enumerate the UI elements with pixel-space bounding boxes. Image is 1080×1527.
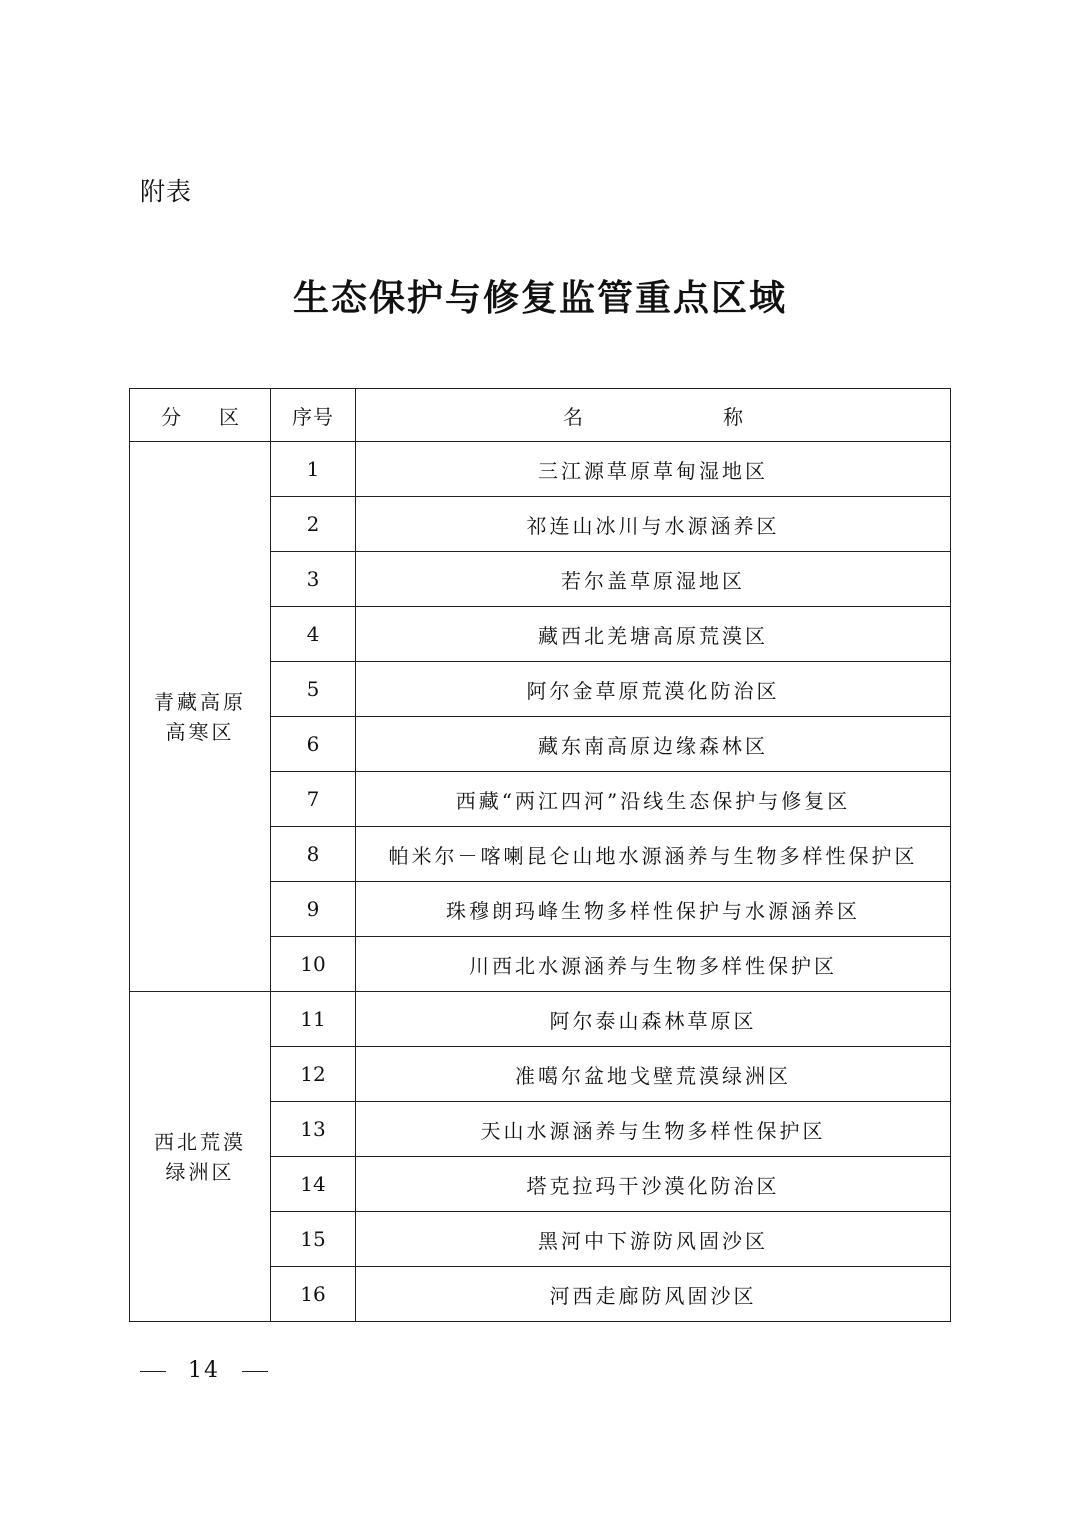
zone-name-line-2: 高寒区 [165, 719, 235, 744]
row-number: 5 [271, 662, 356, 717]
region-name: 天山水源涵养与生物多样性保护区 [356, 1102, 951, 1157]
document-title: 生态保护与修复监管重点区域 [292, 278, 787, 319]
table-header [130, 389, 951, 442]
row-number: 6 [271, 717, 356, 772]
zone-cell [130, 992, 271, 1322]
table-row [130, 992, 951, 1047]
row-number: 16 [271, 1267, 356, 1322]
table-body [130, 442, 951, 1322]
header-zone-char-1: 分 [161, 404, 181, 429]
row-number: 15 [271, 1212, 356, 1267]
appendix-label: 附表 [140, 177, 193, 206]
zone-name-line-2: 绿洲区 [165, 1159, 235, 1184]
region-name: 塔克拉玛干沙漠化防治区 [356, 1157, 951, 1212]
zone-name-line-1: 青藏高原 [154, 689, 246, 714]
row-number: 2 [271, 497, 356, 552]
row-number: 10 [271, 937, 356, 992]
zone-name-line-1: 西北荒漠 [154, 1129, 246, 1154]
header-zone [130, 389, 271, 442]
regions-table [129, 388, 951, 1322]
row-number: 8 [271, 827, 356, 882]
region-name: 珠穆朗玛峰生物多样性保护与水源涵养区 [356, 882, 951, 937]
region-name: 帕米尔－喀喇昆仑山地水源涵养与生物多样性保护区 [356, 827, 951, 882]
row-number: 7 [271, 772, 356, 827]
region-name: 河西走廊防风固沙区 [356, 1267, 951, 1322]
header-name [356, 389, 951, 442]
region-name: 川西北水源涵养与生物多样性保护区 [356, 937, 951, 992]
header-number: 序号 [271, 389, 356, 442]
region-name: 藏东南高原边缘森林区 [356, 717, 951, 772]
region-name: 阿尔金草原荒漠化防治区 [356, 662, 951, 717]
row-number: 11 [271, 992, 356, 1047]
header-name-char-1: 名 [563, 404, 583, 429]
row-number: 4 [271, 607, 356, 662]
page-footer [140, 1358, 268, 1383]
row-number: 1 [271, 442, 356, 497]
region-name: 祁连山冰川与水源涵养区 [356, 497, 951, 552]
row-number: 13 [271, 1102, 356, 1157]
row-number: 14 [271, 1157, 356, 1212]
region-name: 西藏“两江四河”沿线生态保护与修复区 [356, 772, 951, 827]
footer-dash-left [140, 1371, 166, 1372]
region-name: 准噶尔盆地戈壁荒漠绿洲区 [356, 1047, 951, 1102]
region-name: 黑河中下游防风固沙区 [356, 1212, 951, 1267]
row-number: 12 [271, 1047, 356, 1102]
region-name: 阿尔泰山森林草原区 [356, 992, 951, 1047]
page-number: 14 [188, 1358, 220, 1383]
row-number: 9 [271, 882, 356, 937]
row-number: 3 [271, 552, 356, 607]
header-row [130, 389, 951, 442]
header-zone-char-2: 区 [219, 404, 239, 429]
zone-cell [130, 442, 271, 992]
region-name: 三江源草原草甸湿地区 [356, 442, 951, 497]
region-name: 若尔盖草原湿地区 [356, 552, 951, 607]
footer-dash-right [242, 1371, 268, 1372]
header-name-char-2: 称 [723, 404, 743, 429]
table-row [130, 442, 951, 497]
region-name: 藏西北羌塘高原荒漠区 [356, 607, 951, 662]
